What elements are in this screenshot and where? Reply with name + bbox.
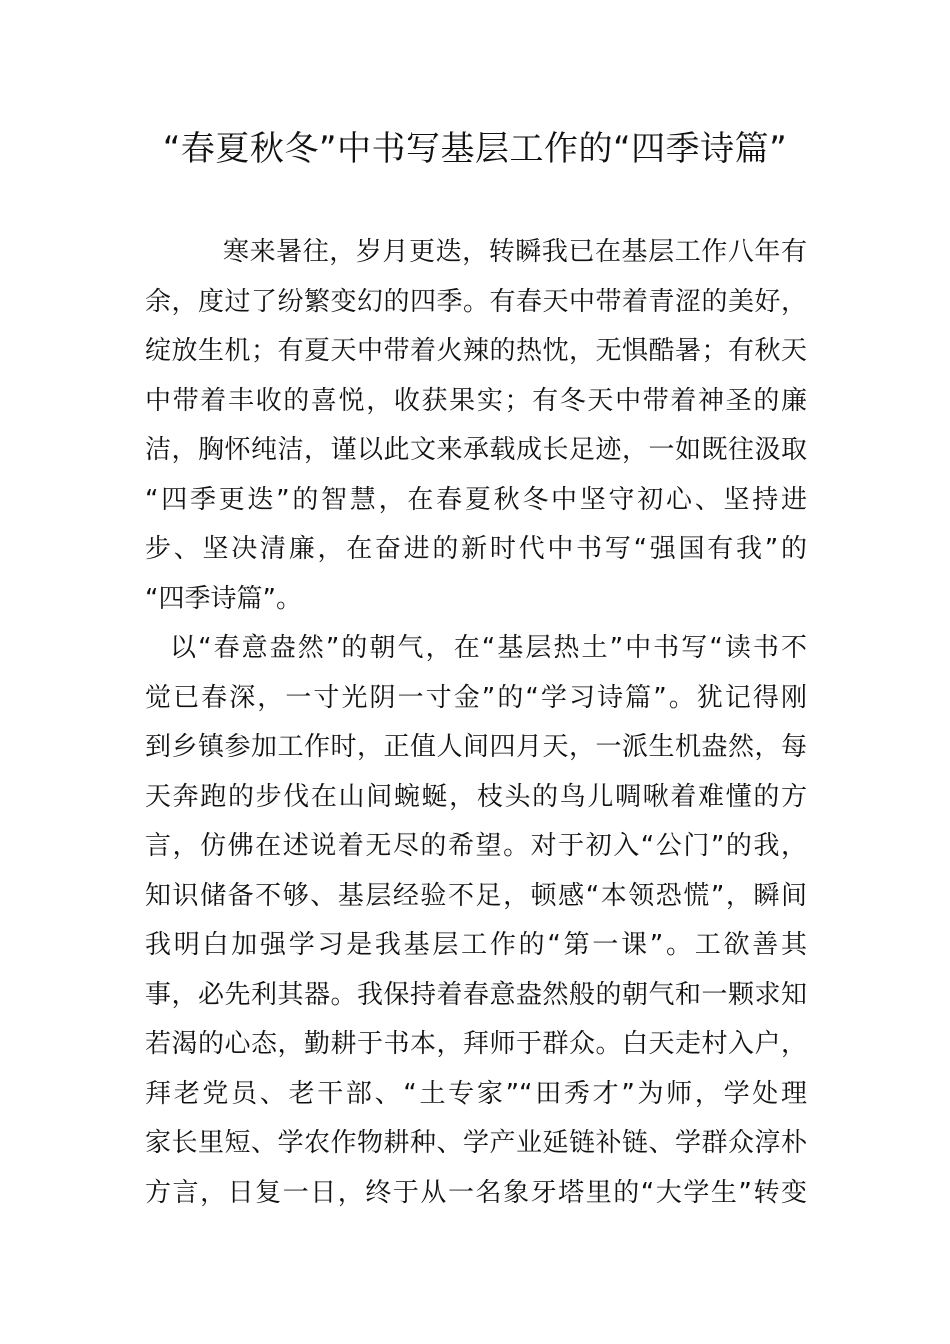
body-line: 我明白加强学习是我基层工作的“第一课”。工欲善其: [145, 930, 807, 960]
body-line: 家长里短、学农作物耕种、学产业延链补链、学群众淳朴: [145, 1128, 807, 1158]
body-line: 若渴的心态，勤耕于书本，拜师于群众。白天走村入户，: [145, 1029, 807, 1059]
body-line: 洁，胸怀纯洁，谨以此文来承载成长足迹，一如既往汲取: [145, 435, 807, 465]
body-line: 余，度过了纷繁变幻的四季。有春天中带着青涩的美好，: [145, 287, 807, 317]
body-line: 觉已春深，一寸光阴一寸金”的“学习诗篇”。犹记得刚: [145, 683, 807, 713]
body-line: 到乡镇参加工作时，正值人间四月天，一派生机盎然，每: [145, 732, 807, 762]
document-title: “春夏秋冬”中书写基层工作的“四季诗篇”: [162, 129, 788, 169]
body-line: 中带着丰收的喜悦，收获果实；有冬天中带着神圣的廉: [145, 386, 807, 416]
body-line: 拜老党员、老干部、“土专家”“田秀才”为师，学处理: [145, 1079, 807, 1109]
body-line: 天奔跑的步伐在山间蜿蜒，枝头的鸟儿啁啾着难懂的方: [145, 782, 807, 812]
body-line: 知识储备不够、基层经验不足，顿感“本领恐慌”，瞬间: [145, 881, 807, 911]
body-line: 绽放生机；有夏天中带着火辣的热忱，无惧酷暑；有秋天: [145, 336, 807, 366]
body-line: 事，必先利其器。我保持着春意盎然般的朝气和一颗求知: [145, 980, 807, 1010]
body-line: 步、坚决清廉，在奋进的新时代中书写“强国有我”的: [145, 534, 807, 564]
body-line: 寒来暑往，岁月更迭，转瞬我已在基层工作八年有: [223, 237, 807, 267]
body-line: “四季更迭”的智慧，在春夏秋冬中坚守初心、坚持进: [145, 485, 807, 515]
body-line: “四季诗篇”。: [145, 584, 302, 614]
body-line: 方言，日复一日，终于从一名象牙塔里的“大学生”转变: [145, 1178, 807, 1208]
body-line: 言，仿佛在述说着无尽的希望。对于初入“公门”的我，: [145, 831, 807, 861]
body-line: 以“春意盎然”的朝气，在“基层热土”中书写“读书不: [170, 633, 807, 663]
